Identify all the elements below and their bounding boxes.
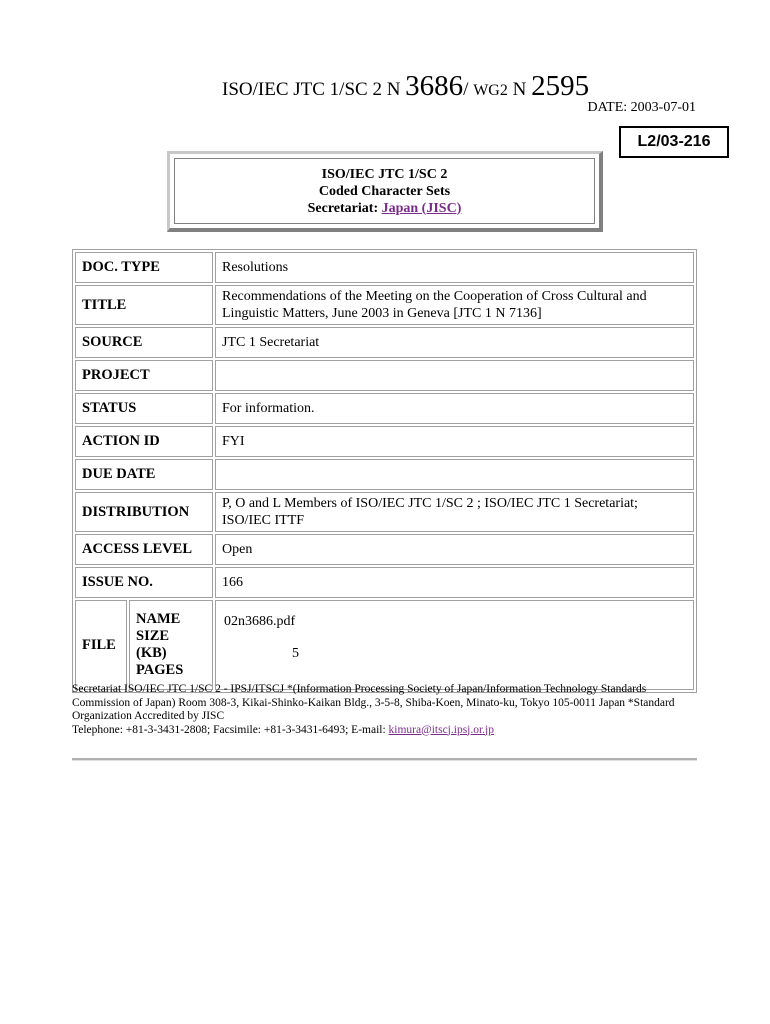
wg2-prefix: WG2: [473, 82, 508, 99]
row-value: Open: [215, 534, 694, 565]
table-row-status: [75, 393, 694, 424]
table-row-source: [75, 327, 694, 358]
row-label: ACCESS LEVEL: [75, 534, 213, 565]
row-label: STATUS: [75, 393, 213, 424]
secretariat-line-1: ISO/IEC JTC 1/SC 2: [321, 166, 448, 182]
document-date: DATE: 2003-07-01: [587, 100, 696, 115]
document-number-header: [222, 70, 589, 107]
file-size-label: SIZE (KB): [136, 628, 170, 661]
row-label: ISSUE NO.: [75, 567, 213, 598]
row-value: 166: [215, 567, 694, 598]
table-row-doc-type: [75, 252, 694, 283]
secretariat-line-2: Coded Character Sets: [318, 183, 451, 199]
file-size-value: [222, 630, 687, 645]
file-pages-value: 5: [292, 646, 299, 661]
file-sub-labels: [129, 600, 213, 690]
table-row-distribution: [75, 492, 694, 532]
sc2-number: 3686: [405, 70, 464, 102]
document-info-table: [72, 249, 697, 693]
footer-contact-line: [72, 724, 697, 738]
wg2-number: 2595: [531, 70, 590, 102]
sc2-prefix: ISO/IEC JTC 1/SC 2 N: [222, 79, 406, 100]
row-label: SOURCE: [75, 327, 213, 358]
row-value: Recommendations of the Meeting on the Cooperation of Cross Cultural and Linguistic Matters, June 2003 in Geneva [JTC 1 N 7136]: [215, 285, 694, 325]
row-value: JTC 1 Secretariat: [215, 327, 694, 358]
row-label: ACTION ID: [75, 426, 213, 457]
l2-document-label: L2/03-216: [619, 126, 729, 158]
row-label: TITLE: [75, 285, 213, 325]
secretariat-line-3: [308, 200, 462, 217]
file-name-label: NAME: [136, 611, 181, 627]
table-row-file: [75, 600, 694, 690]
footer-address: Secretariat ISO/IEC JTC 1/SC 2 - IPSJ/ITSCJ *(Information Processing Society of Japan/Information Technology Standards Commission of Japan) Room 308-3, Kikai-Shinko-Kaikan Bldg., 3-5-8, Shiba-Koen, Minato-ku, Tokyo 105-0011 Japan *Standard Organization Accredited by JISC: [72, 683, 675, 722]
secretariat-box-content: [174, 158, 595, 224]
footer-email-link[interactable]: kimura@itscj.ipsj.or.jp: [388, 723, 495, 736]
row-value: FYI: [215, 426, 694, 457]
footer-telephone: Telephone: +81-3-3431-2808; Facsimile: +81-3-3431-6493; E-mail:: [72, 723, 389, 736]
row-label: DOC. TYPE: [75, 252, 213, 283]
file-name-value: 02n3686.pdf: [224, 614, 296, 629]
row-value: Resolutions: [215, 252, 694, 283]
wg2-n: N: [507, 79, 532, 100]
row-value: P, O and L Members of ISO/IEC JTC 1/SC 2 ; ISO/IEC JTC 1 Secretariat; ISO/IEC ITTF: [215, 492, 694, 532]
footer-divider: [72, 758, 697, 761]
file-pages-label: PAGES: [136, 662, 184, 678]
row-value: [215, 459, 694, 490]
file-label: FILE: [75, 600, 127, 690]
secretariat-box: [167, 151, 603, 232]
footer-contact: [72, 683, 697, 737]
table-row-due-date: [75, 459, 694, 490]
table-row-title: [75, 285, 694, 325]
file-values: [215, 600, 694, 690]
row-value: For information.: [215, 393, 694, 424]
secretariat-label: Secretariat:: [307, 200, 382, 216]
secretariat-link[interactable]: Japan (JISC): [381, 200, 462, 216]
row-value: [215, 360, 694, 391]
row-label: PROJECT: [75, 360, 213, 391]
row-label: DUE DATE: [75, 459, 213, 490]
table-row-issue-no: [75, 567, 694, 598]
row-label: DISTRIBUTION: [75, 492, 213, 532]
table-row-action-id: [75, 426, 694, 457]
header-slash: /: [463, 79, 474, 100]
table-row-access-level: [75, 534, 694, 565]
table-row-project: [75, 360, 694, 391]
